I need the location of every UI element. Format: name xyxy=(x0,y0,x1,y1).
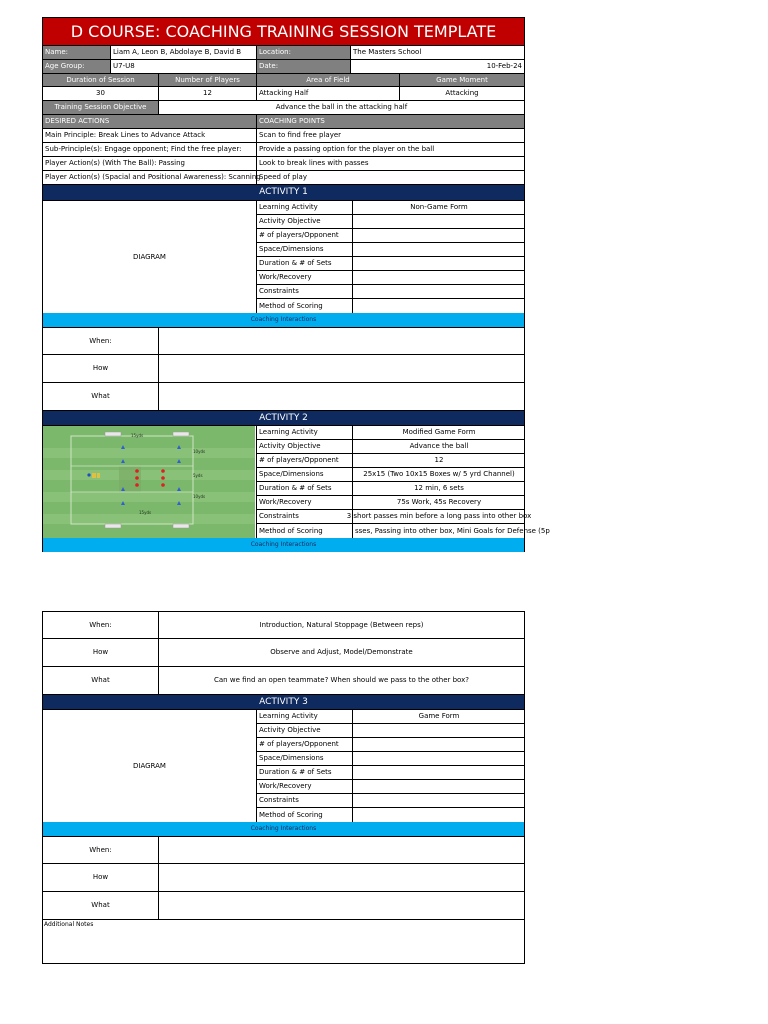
activity-1-diagram: DIAGRAM xyxy=(133,253,166,261)
field-label: Method of Scoring xyxy=(259,526,323,535)
name-value[interactable]: Liam A, Leon B, Abdolaye B, David B xyxy=(110,46,256,60)
activity-2-header xyxy=(42,411,525,426)
actions-points-row-1 xyxy=(42,129,525,143)
activity-1-value[interactable] xyxy=(352,229,525,243)
activity-3-value[interactable]: Game Form xyxy=(352,710,525,724)
activity-3-fields xyxy=(256,710,524,822)
desired-actions-heading: DESIRED ACTIONS xyxy=(43,115,256,129)
activity-1-title: ACTIVITY 1 xyxy=(43,185,524,201)
activity-2-value[interactable]: Advance the ball xyxy=(352,440,525,454)
objective-value[interactable]: Advance the ball in the attacking half xyxy=(158,101,524,115)
field-label: Work/Recovery xyxy=(257,271,352,285)
activity-1-value[interactable]: Non-Game Form xyxy=(352,201,525,215)
activity-2-how-value[interactable]: Observe and Adjust, Model/Demonstrate xyxy=(158,639,524,667)
activity-2-block xyxy=(42,426,550,538)
activity-2-when-row xyxy=(42,611,525,639)
coaching-point-item[interactable]: Provide a passing option for the player on the ball xyxy=(256,143,524,157)
activity-1-what-row xyxy=(42,383,525,411)
age-group-value[interactable]: U7-U8 xyxy=(110,60,256,74)
activity-2-what-value[interactable]: Can we find an open teammate? When should we pass to the other box? xyxy=(158,667,524,695)
activity-1-what-value[interactable] xyxy=(158,383,524,411)
field-label: Method of Scoring xyxy=(259,301,323,310)
age-date-row xyxy=(42,60,525,74)
activity-2-interactions-header xyxy=(42,538,525,552)
how-label: How xyxy=(43,639,158,667)
activity-2-how-row xyxy=(42,639,525,667)
when-label: When: xyxy=(43,836,158,864)
activity-2-value[interactable]: 12 xyxy=(352,454,525,468)
when-label: When: xyxy=(43,612,158,639)
coaching-interactions-label: Coaching Interactions xyxy=(43,538,524,552)
field-label: Activity Objective xyxy=(257,724,352,738)
field-label: # of players/Opponent xyxy=(257,738,352,752)
diagram-label-top: 15yds xyxy=(131,433,144,438)
activity-2-fields xyxy=(256,426,550,538)
duration-label: Duration of Session xyxy=(43,74,158,87)
field-label: Learning Activity xyxy=(257,710,352,724)
activity-3-how-row xyxy=(42,864,525,892)
activity-2-value[interactable]: 3 short passes min before a long pass into other box xyxy=(352,510,525,524)
session-header-row xyxy=(42,74,525,87)
additional-notes-label: Additional Notes xyxy=(44,921,94,928)
activity-3-value[interactable] xyxy=(352,808,525,822)
activity-1-when-row xyxy=(42,327,525,355)
field-label: Constraints xyxy=(257,510,352,524)
players-value[interactable]: 12 xyxy=(158,87,256,101)
date-label: Date: xyxy=(256,60,350,74)
date-value[interactable]: 10-Feb-24 xyxy=(350,60,524,74)
activity-3-how-value[interactable] xyxy=(158,864,524,892)
name-row xyxy=(42,46,525,60)
objective-row xyxy=(42,101,525,115)
activity-1-header xyxy=(42,185,525,201)
activity-2-what-row xyxy=(42,667,525,695)
activity-1-interactions-header xyxy=(42,313,525,327)
activity-1-value[interactable] xyxy=(352,285,525,299)
activity-3-value[interactable] xyxy=(352,780,525,794)
actions-points-row-3 xyxy=(42,157,525,171)
field-label: Constraints xyxy=(257,794,352,808)
activity-3-what-value[interactable] xyxy=(158,892,524,920)
title-row xyxy=(42,17,525,46)
activity-1-block xyxy=(42,201,525,313)
activity-1-value[interactable] xyxy=(352,271,525,285)
actions-points-row-4 xyxy=(42,171,525,185)
field-label: Duration & # of Sets xyxy=(257,482,352,496)
activity-1-value[interactable] xyxy=(352,257,525,271)
what-label: What xyxy=(43,383,158,411)
coaching-interactions-label: Coaching Interactions xyxy=(43,822,524,836)
field-label: Work/Recovery xyxy=(257,780,352,794)
activity-2-value[interactable]: Modified Game Form xyxy=(352,426,525,440)
diagram-label-lower-right: 10yds xyxy=(193,494,206,499)
field-label: Activity Objective xyxy=(257,440,352,454)
session-template-page-2 xyxy=(42,611,525,964)
name-label: Name: xyxy=(43,46,110,60)
activity-1-how-row xyxy=(42,355,525,383)
activity-3-title: ACTIVITY 3 xyxy=(43,695,524,710)
coaching-point-item[interactable]: Speed of play xyxy=(256,171,524,185)
session-template-page-1 xyxy=(42,17,550,552)
objective-label: Training Session Objective xyxy=(43,101,158,115)
coaching-points-heading: COACHING POINTS xyxy=(256,115,524,129)
activity-3-value[interactable] xyxy=(352,738,525,752)
field-label: Activity Objective xyxy=(257,215,352,229)
what-label: What xyxy=(43,667,158,695)
diagram-label-bottom: 15yds xyxy=(139,510,152,515)
activity-3-value[interactable] xyxy=(352,752,525,766)
activity-1-value[interactable] xyxy=(352,243,525,257)
activity-2-value[interactable]: sses, Passing into other box, Mini Goals for Defense (5p xyxy=(352,524,525,538)
activity-1-value[interactable] xyxy=(352,299,525,313)
diagram-label-middle-right: 5yds xyxy=(193,473,203,478)
age-group-label: Age Group: xyxy=(43,60,110,74)
diagram-label-upper-right: 10yds xyxy=(193,449,206,454)
activity-1-value[interactable] xyxy=(352,215,525,229)
activity-3-value[interactable] xyxy=(352,766,525,780)
when-label: When: xyxy=(43,327,158,355)
activity-3-value[interactable] xyxy=(352,724,525,738)
field-label: # of players/Opponent xyxy=(257,229,352,243)
activity-3-when-value[interactable] xyxy=(158,836,524,864)
field-label: Space/Dimensions xyxy=(257,468,352,482)
location-value[interactable]: The Masters School xyxy=(350,46,524,60)
game-moment-label: Game Moment xyxy=(399,74,524,87)
activity-1-when-value[interactable] xyxy=(158,327,524,355)
game-moment-value[interactable]: Attacking xyxy=(399,87,524,101)
field-label: Learning Activity xyxy=(257,201,352,215)
duration-value[interactable]: 30 xyxy=(43,87,158,101)
activity-2-value[interactable]: 25x15 (Two 10x15 Boxes w/ 5 yrd Channel) xyxy=(352,468,525,482)
activity-3-diagram: DIAGRAM xyxy=(133,762,166,770)
what-label: What xyxy=(43,892,158,920)
field-label: Duration & # of Sets xyxy=(257,766,352,780)
desired-action-item[interactable]: Sub-Principle(s): Engage opponent; Find the free player: xyxy=(43,143,256,157)
activity-3-what-row xyxy=(42,892,525,920)
how-label: How xyxy=(43,355,158,383)
activity-3-block xyxy=(42,710,525,822)
desired-action-item[interactable]: Main Principle: Break Lines to Advance Attack xyxy=(43,129,256,143)
area-label: Area of Field xyxy=(256,74,399,87)
area-value[interactable]: Attacking Half xyxy=(256,87,399,101)
activity-3-value[interactable] xyxy=(352,794,525,808)
field-label: Learning Activity xyxy=(257,426,352,440)
field-label: Constraints xyxy=(257,285,352,299)
how-label: How xyxy=(43,864,158,892)
activity-2-when-value[interactable]: Introduction, Natural Stoppage (Between reps) xyxy=(158,612,524,639)
coaching-interactions-label: Coaching Interactions xyxy=(43,313,524,327)
location-label: Location: xyxy=(256,46,350,60)
field-label: # of players/Opponent xyxy=(257,454,352,468)
field-label: Duration & # of Sets xyxy=(257,257,352,271)
activity-2-field-diagram xyxy=(43,426,255,538)
activity-3-interactions-header xyxy=(42,822,525,836)
activity-3-header xyxy=(42,695,525,710)
actions-points-heading-row xyxy=(42,115,525,129)
field-label: Space/Dimensions xyxy=(257,752,352,766)
desired-action-item[interactable]: Player Action(s) (With The Ball): Passing xyxy=(43,157,256,171)
activity-2-value[interactable]: 12 min, 6 sets xyxy=(352,482,525,496)
coaching-point-item[interactable]: Scan to find free player xyxy=(256,129,524,143)
page-title: D COURSE: COACHING TRAINING SESSION TEMPLATE xyxy=(43,18,524,46)
players-label: Number of Players xyxy=(158,74,256,87)
actions-points-row-2 xyxy=(42,143,525,157)
field-drawing xyxy=(43,426,255,538)
session-values-row xyxy=(42,87,525,101)
activity-2-title: ACTIVITY 2 xyxy=(43,411,524,426)
additional-notes-row[interactable] xyxy=(42,920,525,964)
activity-2-value[interactable]: 75s Work, 45s Recovery xyxy=(352,496,525,510)
field-label: Work/Recovery xyxy=(257,496,352,510)
activity-1-how-value[interactable] xyxy=(158,355,524,383)
field-label: Method of Scoring xyxy=(259,810,323,819)
desired-action-item[interactable]: Player Action(s) (Spacial and Positional Awareness): Scanning xyxy=(43,171,256,185)
activity-3-when-row xyxy=(42,836,525,864)
coaching-point-item[interactable]: Look to break lines with passes xyxy=(256,157,524,171)
field-label: Space/Dimensions xyxy=(257,243,352,257)
activity-1-fields xyxy=(256,201,524,313)
